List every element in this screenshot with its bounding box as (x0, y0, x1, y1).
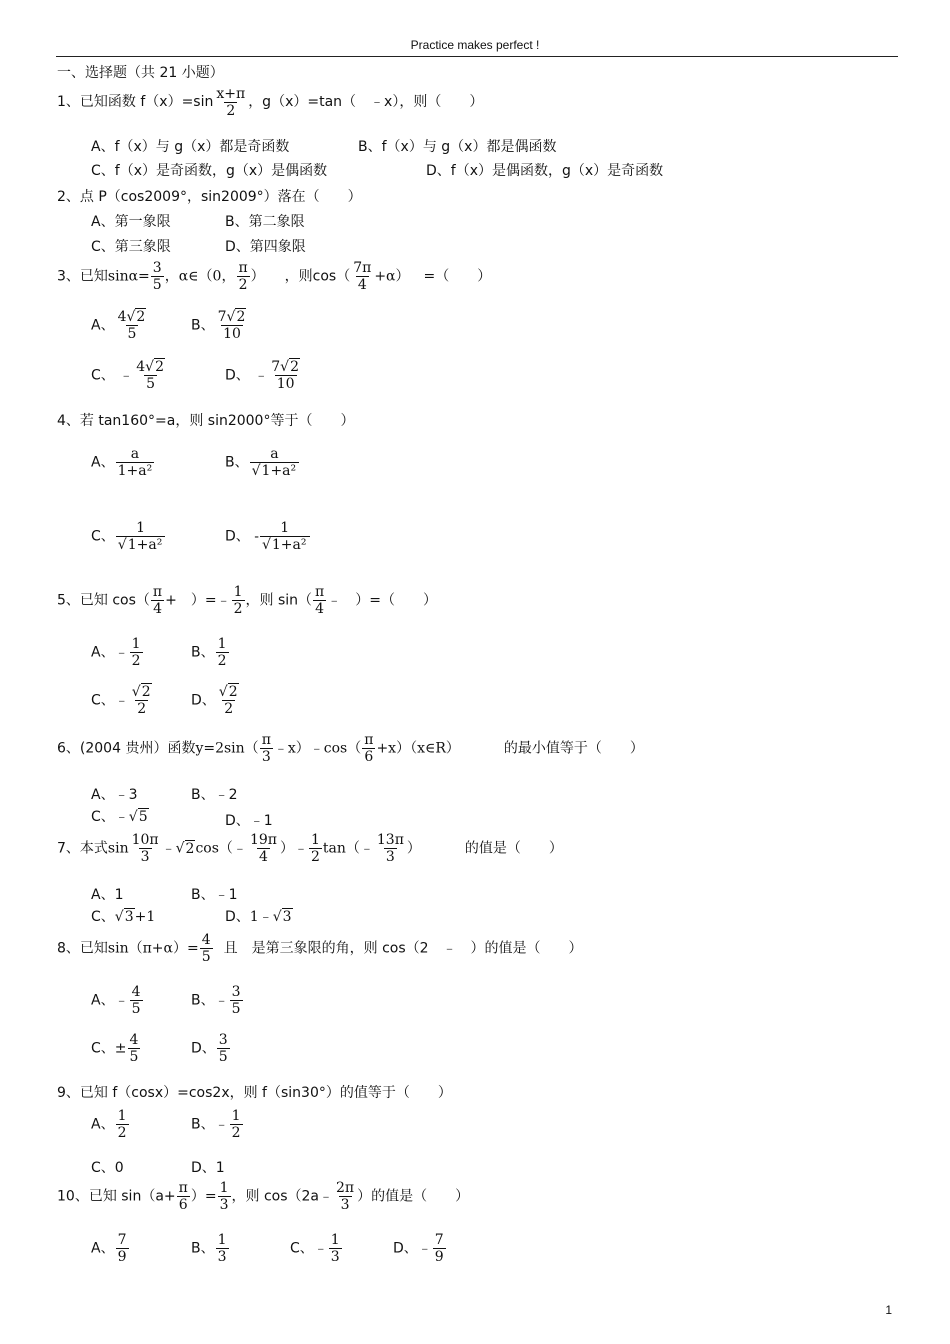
header-rule (56, 56, 898, 57)
page-number: 1 (885, 1303, 892, 1317)
section-title: 一、选择题（共 21 小题） (57, 65, 224, 81)
q1-option-b: B、f（x）与 g（x）都是偶函数 (358, 139, 557, 155)
q4-option-b: B、 $\frac{a}{\text{√1+a²}}$ (225, 446, 300, 479)
q8-option-b: B、﹣ $\frac{3}{5}$ (191, 984, 241, 1017)
q6-option-d: D、﹣1 (225, 813, 273, 829)
q7-option-c: C、√3+1 (91, 909, 156, 925)
question-3: 3、已知sinα= $\frac{3}{5}$ ，α∈（0， $\frac{\pi}{2}$ ） ，则cos（ $\frac{7\pi}{4}$ +α） =（ ） (57, 260, 492, 293)
q2-option-b: B、第二象限 (225, 214, 305, 230)
question-9: 9、已知 f（cosx）=cos2x，则 f（sin30°）的值等于（ ） (57, 1085, 452, 1101)
q10-option-b: B、 $\frac{1}{3}$ (191, 1232, 227, 1265)
q5-option-b: B、 $\frac{1}{2}$ (191, 636, 227, 669)
q9-option-c: C、0 (91, 1160, 124, 1176)
q8-option-c: C、± $\frac{4}{5}$ (91, 1032, 139, 1065)
page-header: Practice makes perfect ! (410, 38, 540, 52)
fraction: $\frac{\pi}{2}$ (238, 260, 248, 293)
question-8: 8、已知sin（π+α）= $\frac{4}{5}$ 且 是第三象限的角，则 cos（2 ﹣ ）的值是（ ） (57, 932, 583, 965)
q2-option-d: D、第四象限 (225, 239, 306, 255)
q5-option-d: D、 $\frac{√2}{2}$ (191, 684, 238, 717)
q3-option-a: A、 $\frac{4√2}{5}$ (91, 309, 146, 342)
question-1: 1、已知函数 f（x）=sin $\frac{x+\pi}{2}$ ，g（x）=tan（ ﹣x），则（ ） (57, 86, 484, 119)
q7-option-b: B、﹣1 (191, 887, 238, 903)
q5-option-c: C、﹣ $\frac{√2}{2}$ (91, 684, 151, 717)
q9-option-a: A、 $\frac{1}{2}$ (91, 1108, 127, 1141)
q6-option-b: B、﹣2 (191, 787, 238, 803)
question-7: 7、本式sin $\frac{10\pi}{3}$ ﹣√2cos（﹣ $\frac{19\pi}{4}$ ）﹣ $\frac{1}{2}$ tan（﹣ $\frac{13\pi}{3}$ ） 的值是（ ） (57, 832, 563, 865)
q3-option-d: D、 ﹣ $\frac{7√2}{10}$ (225, 359, 299, 392)
q2-option-a: A、第一象限 (91, 214, 171, 230)
q9-option-d: D、1 (191, 1160, 225, 1176)
q1-option-a: A、f（x）与 g（x）都是奇函数 (91, 139, 290, 155)
question-6: 6、(2004 贵州）函数y=2sin（ $\frac{\pi}{3}$ ﹣x）﹣cos（ $\frac{\pi}{6}$ +x）（x∈R） 的最小值等于（ ） (57, 732, 644, 765)
fraction: $\frac{x+\pi}{2}$ (216, 86, 246, 119)
q7-option-d: D、1﹣√3 (225, 909, 292, 925)
q4-option-d: D、 - $\frac{1}{\text{√1+a²}}$ (225, 520, 311, 553)
q1-option-d: D、f（x）是偶函数，g（x）是奇函数 (426, 163, 664, 179)
question-5: 5、已知 cos（ $\frac{\pi}{4}$ + ）=﹣ $\frac{1}{2}$ ，则 sin（ $\frac{\pi}{4}$ ﹣ ）=（ ） (57, 584, 437, 617)
q3-option-c: C、 ﹣ $\frac{4√2}{5}$ (91, 359, 164, 392)
question-10: 10、已知 sin（a+ $\frac{\pi}{6}$ ）= $\frac{1}{3}$ ，则 cos（2a﹣ $\frac{2\pi}{3}$ ）的值是（ ） (57, 1180, 470, 1213)
fraction: $\frac{3}{5}$ (152, 260, 162, 293)
q3-option-b: B、 $\frac{7√2}{10}$ (191, 309, 246, 342)
q6-option-c: C、﹣√5 (91, 809, 148, 825)
q4-option-c: C、 $\frac{1}{\text{√1+a²}}$ (91, 520, 166, 553)
q10-option-c: C、﹣ $\frac{1}{3}$ (290, 1232, 340, 1265)
q8-option-a: A、﹣ $\frac{4}{5}$ (91, 984, 141, 1017)
q10-option-a: A、 $\frac{7}{9}$ (91, 1232, 127, 1265)
q7-option-a: A、1 (91, 887, 124, 903)
q6-option-a: A、﹣3 (91, 787, 138, 803)
question-2: 2、点 P（cos2009°，sin2009°）落在（ ） (57, 189, 362, 205)
q8-option-d: D、 $\frac{3}{5}$ (191, 1032, 228, 1065)
q2-option-c: C、第三象限 (91, 239, 171, 255)
q1-option-c: C、f（x）是奇函数，g（x）是偶函数 (91, 163, 328, 179)
q9-option-b: B、﹣ $\frac{1}{2}$ (191, 1108, 241, 1141)
fraction: $\frac{7\pi}{4}$ (353, 260, 372, 293)
q10-option-d: D、﹣ $\frac{7}{9}$ (393, 1232, 444, 1265)
question-4: 4、若 tan160°=a，则 sin2000°等于（ ） (57, 413, 355, 429)
q5-option-a: A、﹣ $\frac{1}{2}$ (91, 636, 141, 669)
q4-option-a: A、 $\frac{a}{\text{1+a²}}$ (91, 446, 153, 479)
